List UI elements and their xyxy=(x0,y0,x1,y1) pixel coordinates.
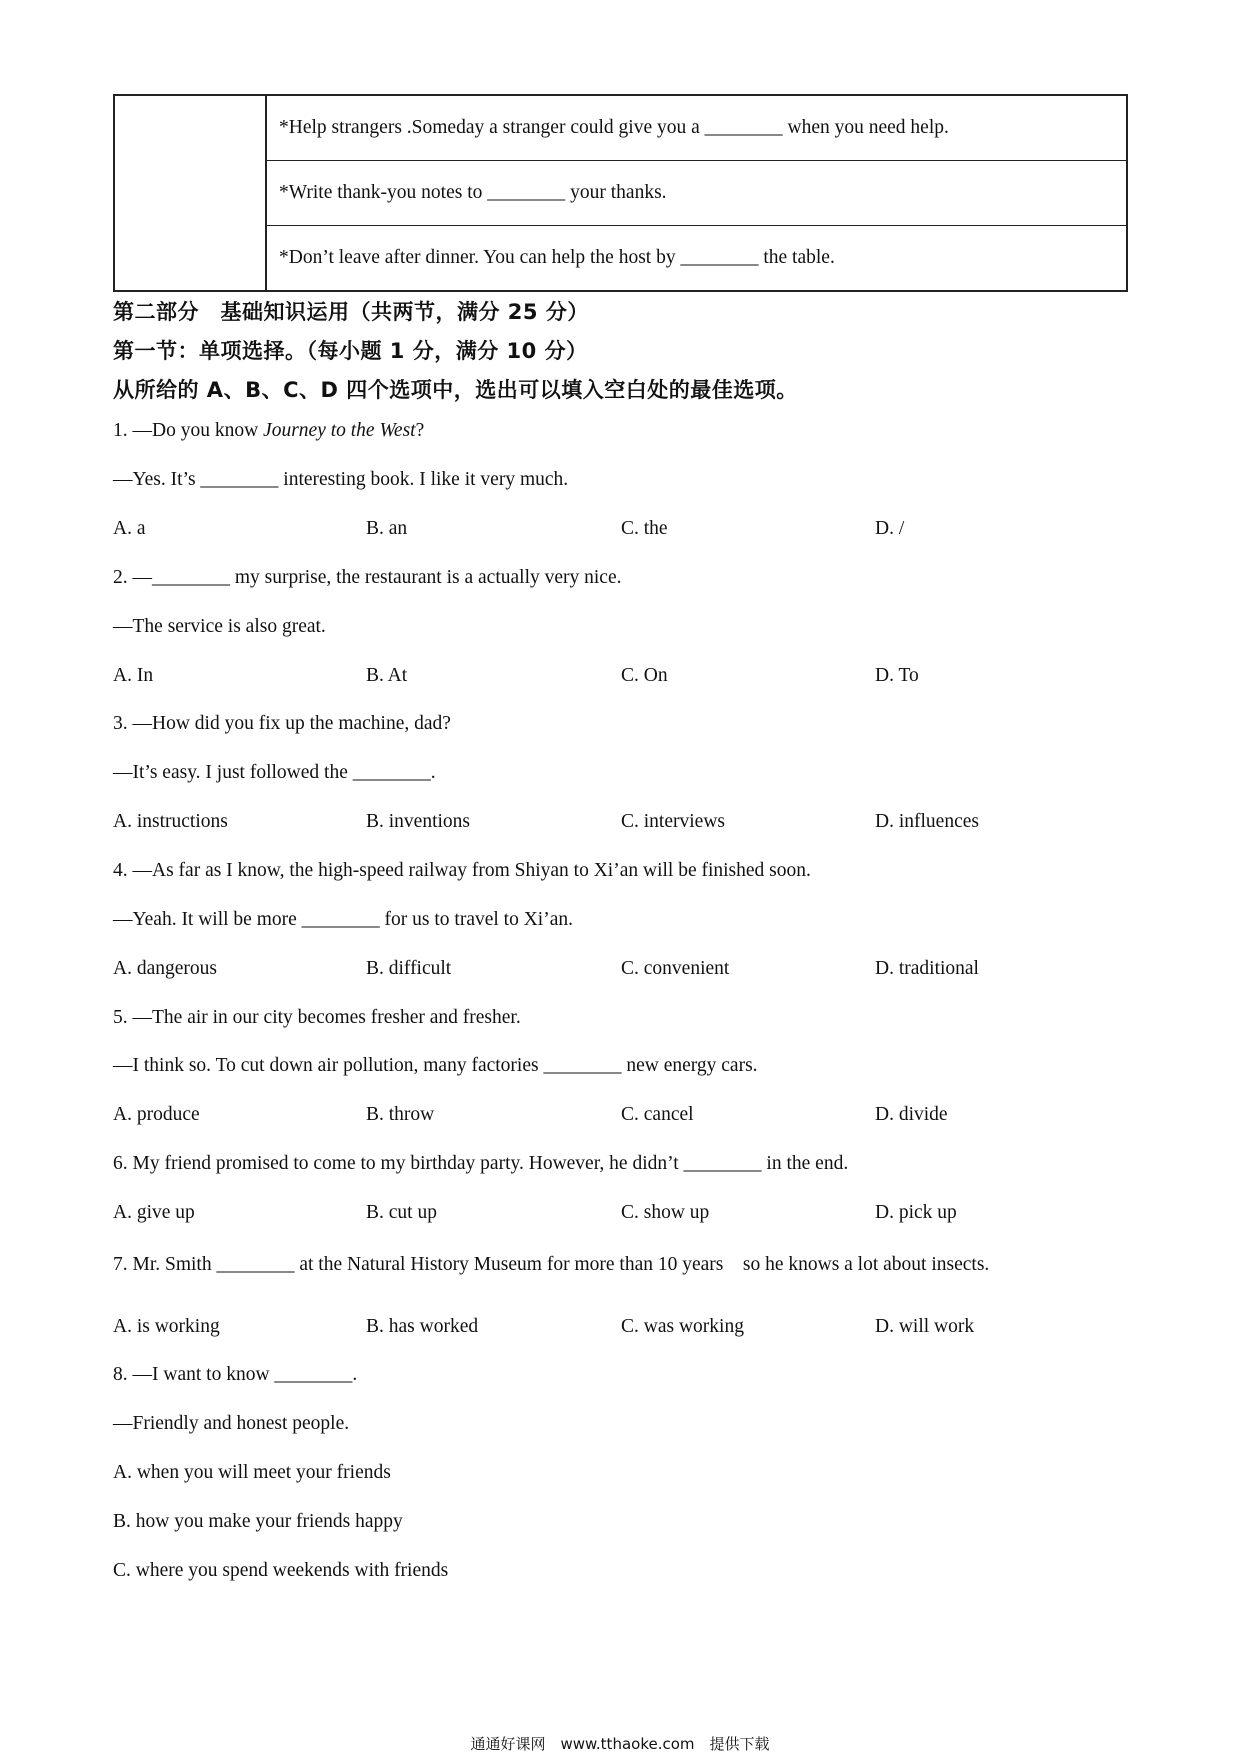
question-1-line-2: —Yes. It’s ________ interesting book. I like it very much. xyxy=(113,469,569,490)
question-5-line-1: 5. —The air in our city becomes fresher and fresher. xyxy=(113,1007,521,1028)
question-8-line-1: 8. —I want to know ________. xyxy=(113,1364,358,1385)
question-2-option-b: B. At xyxy=(366,665,408,686)
question-1-option-c: C. the xyxy=(621,518,668,539)
question-4-option-d: D. traditional xyxy=(875,958,979,979)
question-5-line-2: —I think so. To cut down air pollution, many factories ________ new energy cars. xyxy=(113,1055,758,1076)
question-8-option-a: A. when you will meet your friends xyxy=(113,1462,391,1483)
table-row: *Write thank-you notes to ________ your thanks. xyxy=(267,161,1126,226)
part-title: 第二部分 基础知识运用（共两节，满分 25 分） xyxy=(113,300,589,324)
section-subtitle: 第一节：单项选择。（每小题 1 分，满分 10 分） xyxy=(113,339,588,363)
question-1-prefix: 1. —Do you know xyxy=(113,420,264,441)
section-instruction: 从所给的 A、B、C、D 四个选项中，选出可以填入空白处的最佳选项。 xyxy=(113,378,798,402)
question-8-option-b: B. how you make your friends happy xyxy=(113,1511,403,1532)
question-2-option-d: D. To xyxy=(875,665,919,686)
question-7-option-d: D. will work xyxy=(875,1316,975,1337)
question-4-option-a: A. dangerous xyxy=(113,958,217,979)
question-4-option-b: B. difficult xyxy=(366,958,452,979)
question-2-option-a: A. In xyxy=(113,665,154,686)
question-2-line-2: —The service is also great. xyxy=(113,616,326,637)
question-5-option-c: C. cancel xyxy=(621,1104,694,1125)
question-3-line-1: 3. —How did you fix up the machine, dad? xyxy=(113,713,451,734)
table-row: *Help strangers .Someday a stranger could give you a ________ when you need help. xyxy=(267,96,1126,161)
question-6-option-b: B. cut up xyxy=(366,1202,437,1223)
question-1-option-a: A. a xyxy=(113,518,146,539)
question-3-line-2: —It’s easy. I just followed the ________. xyxy=(113,762,436,783)
page-footer: 通通好课网 www.tthaoke.com 提供下载 xyxy=(470,1735,770,1753)
question-4-line-1: 4. —As far as I know, the high-speed railway from Shiyan to Xi’an will be finished soon. xyxy=(113,860,811,881)
question-4-line-2: —Yeah. It will be more ________ for us to travel to Xi’an. xyxy=(113,909,573,930)
question-3-option-c: C. interviews xyxy=(621,811,725,832)
question-1-book-title: Journey to the West xyxy=(263,420,416,441)
question-6-option-c: C. show up xyxy=(621,1202,710,1223)
question-8-option-c: C. where you spend weekends with friends xyxy=(113,1560,449,1581)
question-5-option-a: A. produce xyxy=(113,1104,200,1125)
question-5-option-b: B. throw xyxy=(366,1104,435,1125)
question-2-option-c: C. On xyxy=(621,665,668,686)
question-2-line-1: 2. —________ my surprise, the restaurant is a actually very nice. xyxy=(113,567,622,588)
question-7-option-b: B. has worked xyxy=(366,1316,479,1337)
question-3-option-d: D. influences xyxy=(875,811,979,832)
table-row: *Don’t leave after dinner. You can help the host by ________ the table. xyxy=(279,247,835,268)
table-right-column xyxy=(267,96,1126,290)
question-1-suffix: ? xyxy=(415,420,425,441)
question-6-option-d: D. pick up xyxy=(875,1202,957,1223)
question-7-option-c: C. was working xyxy=(621,1316,744,1337)
question-7-line-1: 7. Mr. Smith ________ at the Natural History Museum for more than 10 years so he knows a lot about insects. xyxy=(113,1254,990,1275)
question-3-option-b: B. inventions xyxy=(366,811,471,832)
table-left-cell xyxy=(115,96,267,290)
question-8-line-2: —Friendly and honest people. xyxy=(113,1413,350,1434)
question-1-option-d: D. / xyxy=(875,518,905,539)
question-3-option-a: A. instructions xyxy=(113,811,228,832)
question-4-option-c: C. convenient xyxy=(621,958,730,979)
question-7-option-a: A. is working xyxy=(113,1316,220,1337)
question-1-line-1 xyxy=(113,420,424,442)
question-6-option-a: A. give up xyxy=(113,1202,195,1223)
question-1-option-b: B. an xyxy=(366,518,408,539)
answer-table xyxy=(113,94,1128,292)
question-6-line-1: 6. My friend promised to come to my birthday party. However, he didn’t ________ in the end. xyxy=(113,1153,849,1174)
question-5-option-d: D. divide xyxy=(875,1104,948,1125)
